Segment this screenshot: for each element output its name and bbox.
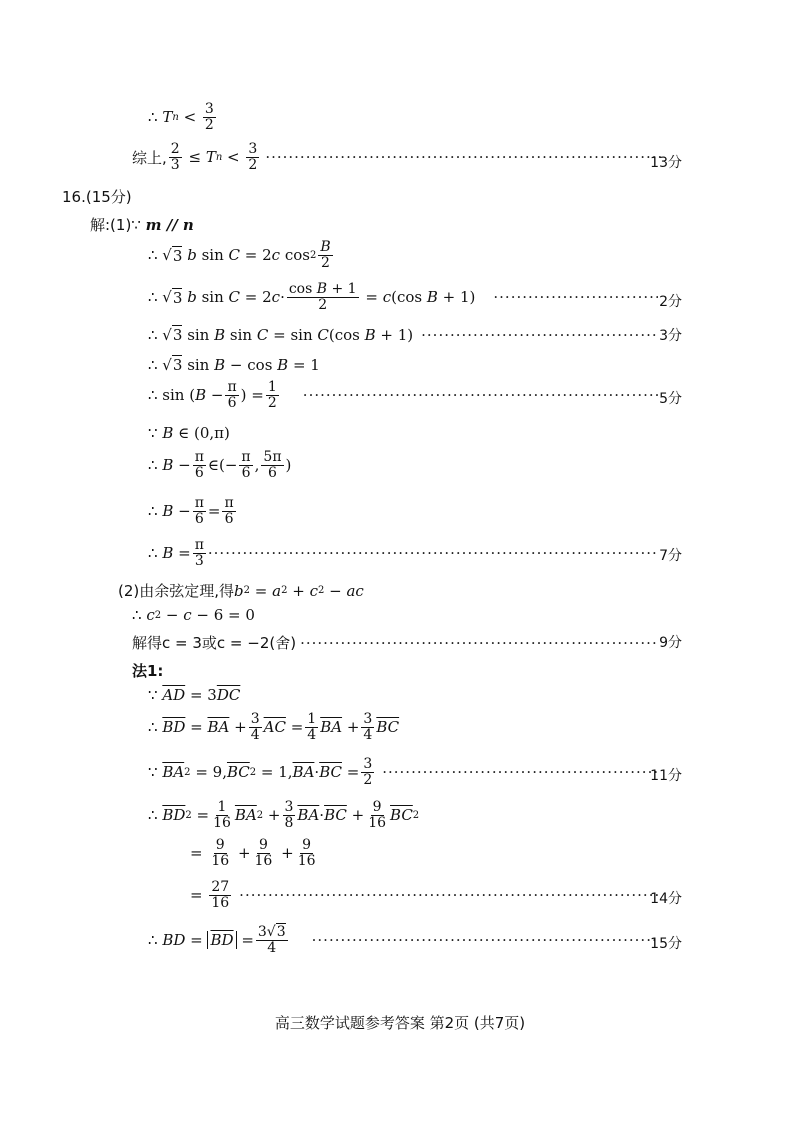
score-label: 9分 — [659, 635, 682, 651]
line-eq4: ∴ √ 3 sin B − cos B = 1 — [148, 355, 320, 374]
score-label: 14分 — [650, 891, 682, 907]
line-dot-products: ∵ $\overline{BA}$ 2 = 9, $\overline{BC}$ 2 = 1, $\overline{BA}$ · $\overline{BC}$ = $\frac{3}{2}$ ····· — [148, 757, 658, 787]
line-summary: 综上, $\frac{2}{3}$ ≤ T n < $\frac{3}{2}$ ····· — [132, 142, 662, 172]
score-label: 13分 — [650, 155, 682, 171]
score-label: 2分 — [659, 294, 682, 310]
line-bd-squared-sum: = $\frac{9}{16}$ + $\frac{9}{16}$ + $\frac{9}{16}$ — [190, 837, 316, 869]
solution-part1-start: 解:(1)∵ m // n — [90, 215, 194, 234]
question-16-header: 16.(15分) — [62, 188, 132, 206]
line-eq5: ∴ sin ( B − $\frac{\pi}{6}$ ) = $\frac{1}{2}$ ····· — [148, 380, 658, 410]
fraction: $\frac{3}{2}$ — [204, 101, 214, 133]
line-quadratic: ∴ c 2 − c − 6 = 0 — [132, 606, 255, 624]
line-eq3: ∴ √ 3 sin B sin C = sin C (cos B + 1) ····· — [148, 325, 658, 344]
line-b-shift-value: ∴ B − $\frac{\pi}{6}$ = $\frac{\pi}{6}$ — [148, 495, 234, 527]
score-label: 7分 — [659, 548, 682, 564]
line-bd-squared-value: = $\frac{27}{16}$ ····· — [190, 880, 658, 910]
line-eq2: ∴ √ 3 b sin C = 2 c · $\frac{\text{cos B + 1}}{2}$ = c (cos B + 1) ····· — [148, 282, 658, 312]
line-b-range: ∵ B ∈ (0,π) — [148, 424, 230, 442]
score-label: 3分 — [659, 328, 682, 344]
line-b-value: ∴ B = $\frac{\pi}{3}$ ····· — [148, 538, 658, 568]
line-c-solution: 解得 c = 3或c = −2(舍) ····· — [132, 632, 658, 653]
score-label: 5分 — [659, 391, 682, 407]
line-bd-vector: ∴ $\overline{BD}$ = $\overline{BA}$ + $\frac{3}{4}$ $\overline{AC}$ = $\frac{1}{4}$ $\overline{BA}$ + $\frac{3}{4}$ $\overline{BC}$ — [148, 711, 400, 743]
line-bd-squared: ∴ $\overline{BD}$ 2 = $\frac{1}{16}$ $\overline{BA}$ 2 + $\frac{3}{8}$ $\overline{BA}$ · $\overline{BC}$ + $\frac{9}{16}$ $\overline{BC}$ 2 — [148, 799, 420, 831]
line-tn-upper-bound: ∴ T n < $\frac{3}{2}$ — [148, 101, 214, 133]
score-label: 15分 — [650, 936, 682, 952]
score-label: 11分 — [650, 768, 682, 784]
page-footer: 高三数学试题参考答案 第2页 (共7页) — [274, 1014, 526, 1032]
line-ad-dc: ∵ $\overline{AD}$ = 3 $\overline{DC}$ — [148, 686, 241, 704]
line-shifted-range: ∴ B − $\frac{\pi}{6}$ ∈(− $\frac{\pi}{6}$ , $\frac{5\pi}{6}$ ) — [148, 449, 292, 481]
line-bd-length: ∴ BD = $\overline{BD}$ = $\frac{3√3}{4}$ ····· — [148, 925, 658, 955]
dot-leader — [265, 148, 662, 166]
solution-part2-start: (2)由余弦定理,得 b 2 = a 2 + c 2 − ac — [118, 581, 364, 600]
line-eq1: ∴ √ 3 b sin C = 2 c cos 2 $\frac{B}{2}$ — [148, 239, 331, 271]
method-1-label: 法1: — [132, 662, 164, 680]
therefore-symbol: ∴ — [148, 108, 158, 127]
